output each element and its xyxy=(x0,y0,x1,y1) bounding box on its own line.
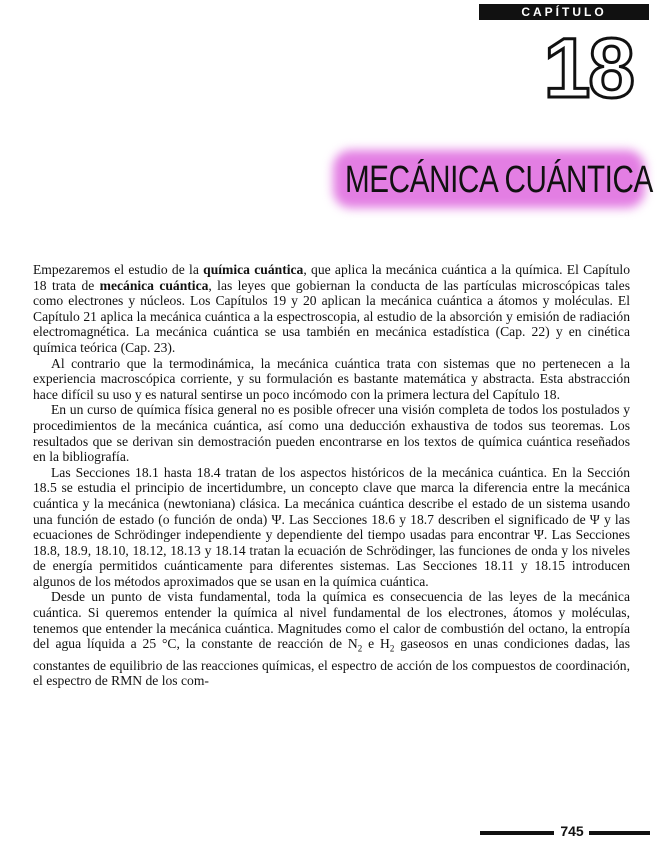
chapter-title: MECÁNICA CUÁNTICA xyxy=(345,159,653,201)
footer-rule-right xyxy=(589,831,650,835)
paragraph xyxy=(33,589,630,688)
paragraph xyxy=(33,262,630,356)
text-run: gaseosos en unas condiciones dadas, las constantes de equilibrio de las reacciones químicas, el espectro de acción de los compuestos de coordinación, el espectro de RMN de los com- xyxy=(33,636,630,689)
paragraph xyxy=(33,402,630,464)
footer-rule-left xyxy=(480,831,554,835)
paragraph xyxy=(33,465,630,590)
text-run: e H xyxy=(362,636,390,652)
page-number: 745 xyxy=(560,823,584,839)
text-run: En un curso de química física general no es posible ofrecer una visión completa de todos los postulados y procedimientos de la mecánica cuántica, así como una deducción exhaustiva de todos sus teoremas. Los resultados que se derivan sin demostración pueden encontrarse en los textos de química cuántica reseñados en la bibliografía. xyxy=(33,402,630,465)
subscript: 2 xyxy=(357,643,363,654)
body-text xyxy=(33,262,630,689)
text-run: Empezaremos el estudio de la xyxy=(33,262,204,277)
text-run: Al contrario que la termodinámica, la mecánica cuántica trata con sistemas que no pertenecen a la experiencia macroscópica corriente, y su formulación es bastante matemática y abstracta. Esta abstracción hace difícil su uso y es natural sentirse un poco incómodo con la primera lectura del Capítulo 18. xyxy=(33,355,630,402)
bold-term: química cuántica xyxy=(203,262,304,277)
text-run: , las leyes que gobiernan la conducta de las partículas microscópicas tales como electrones y núcleos. Los Capítulos 19 y 20 aplican la mecánica cuántica a átomos y moléculas. El Capítulo 21 aplica la mecánica cuántica a la espectroscopia, al estudio de la absorción y emisión de radiación electromagnética. La mecánica cuántica se usa también en mecánica estadística (Cap. 22) y en cinética química teórica (Cap. 23). xyxy=(33,277,630,355)
chapter-label: CAPÍTULO xyxy=(479,4,649,20)
chapter-number: 18 xyxy=(543,21,633,115)
subscript: 2 xyxy=(389,643,395,654)
bold-term: mecánica cuántica xyxy=(99,277,209,293)
text-run: Las Secciones 18.1 hasta 18.4 tratan de los aspectos históricos de la mecánica cuántica. En la Sección 18.5 se estudia el principio de incertidumbre, un concepto clave que marca la diferencia entre la mecánica cuántica y la mecánica (newtoniana) clásica. La mecánica cuántica describe el estado de un sistema usando una función de estado (o función de onda) Ψ. Las Secciones 18.6 y 18.7 describen el significado de Ψ y las ecuaciones de Schrödinger independiente y dependiente del tiempo usadas para encontrar Ψ. Las Secciones 18.8, 18.9, 18.10, 18.12, 18.13 y 18.14 tratan la ecuación de Schrödinger, las funciones de onda y los niveles de energía permitidos cuánticamente para diferentes sistemas. Las Secciones 18.11 y 18.15 introducen algunos de los métodos aproximados que se usan en la química cuántica. xyxy=(33,464,630,589)
text-run: , que aplica la mecánica cuántica a la química. El Capítulo 18 trata de xyxy=(33,262,630,293)
text-run: Desde un punto de vista fundamental, toda la química es consecuencia de las leyes de la mecánica cuántica. Si queremos entender la química al nivel fundamental de los electrones, átomos y moléculas, tenemos que entender la mecánica cuántica. Magnitudes como el calor de combustión del octano, la entropía del agua líquida a 25 °C, la constante de reacción de N xyxy=(33,589,630,652)
paragraph xyxy=(33,356,630,403)
